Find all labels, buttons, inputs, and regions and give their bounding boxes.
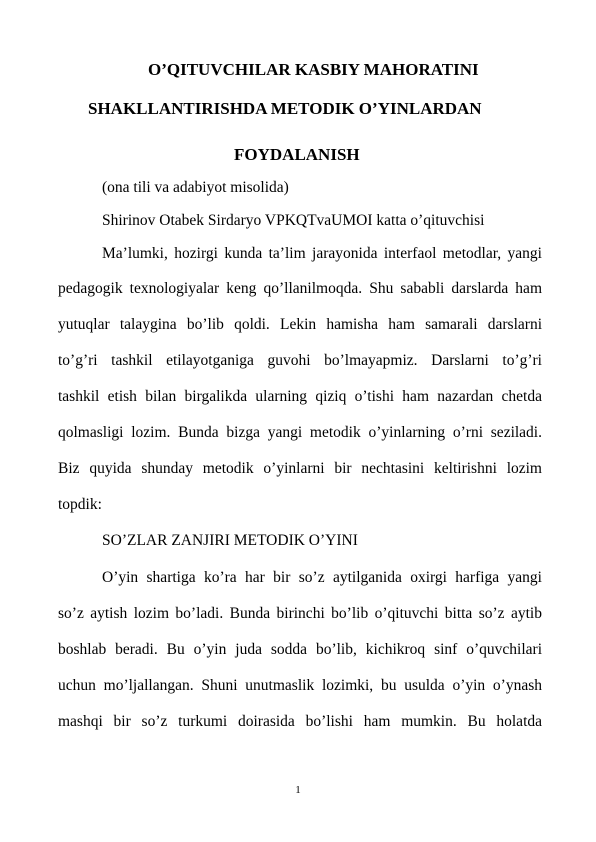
section-heading: SO’ZLAR ZANJIRI METODIK O’YINI [102, 532, 358, 549]
paragraph1-line: tashkil etish bilan birgalikda ularning qiziq o’tishi ham nazardan chetda [58, 388, 542, 405]
paragraph2-line: uchun mo’ljallangan. Shuni unutmaslik lozimki, bu usulda o’yin o’ynash [58, 677, 542, 694]
paragraph1-line: Biz quyida shunday metodik o’yinlarni bir nechtasini keltirishni lozim [58, 460, 542, 477]
paragraph1-line: yutuqlar talaygina bo’lib qoldi. Lekin hamisha ham samarali darslarni [58, 316, 542, 333]
paragraph2-line: O’yin shartiga ko’ra har bir so’z aytilganida oxirgi harfiga yangi [102, 569, 542, 586]
paragraph2-line: boshlab beradi. Bu o’yin juda sodda bo’lib, kichikroq sinf o’quvchilari [58, 641, 542, 658]
paragraph2-line: so’z aytish lozim bo’ladi. Bunda birinchi bo’lib o’qituvchi bitta so’z aytib [58, 605, 542, 622]
paragraph1-line: Ma’lumki, hozirgi kunda ta’lim jarayonida interfaol metodlar, yangi [102, 245, 542, 262]
subtitle: (ona tili va adabiyot misolida) [102, 179, 289, 196]
title-line-3: FOYDALANISH [234, 145, 360, 164]
paragraph1-line: qolmasligi lozim. Bunda bizga yangi metodik o’yinlarning o’rni seziladi. [58, 424, 542, 441]
page-number: 1 [295, 784, 301, 796]
paragraph1-line: to’g’ri tashkil etilayotganiga guvohi bo’lmayapmiz. Darslarni to’g’ri [58, 352, 542, 369]
title-line-2: SHAKLLANTIRISHDA METODIK O’YINLARDAN [88, 99, 482, 118]
paragraph2-line: mashqi bir so’z turkumi doirasida bo’lishi ham mumkin. Bu holatda [58, 713, 542, 730]
author-line: Shirinov Otabek Sirdaryo VPKQTvaUMOI katta o’qituvchisi [102, 212, 485, 229]
paragraph1-line: pedagogik texnologiyalar keng qo’llanilmoqda. Shu sababli darslarda ham [58, 280, 542, 297]
title-line-1: O’QITUVCHILAR KASBIY MAHORATINI [148, 60, 479, 79]
paragraph1-line: topdik: [58, 496, 102, 513]
